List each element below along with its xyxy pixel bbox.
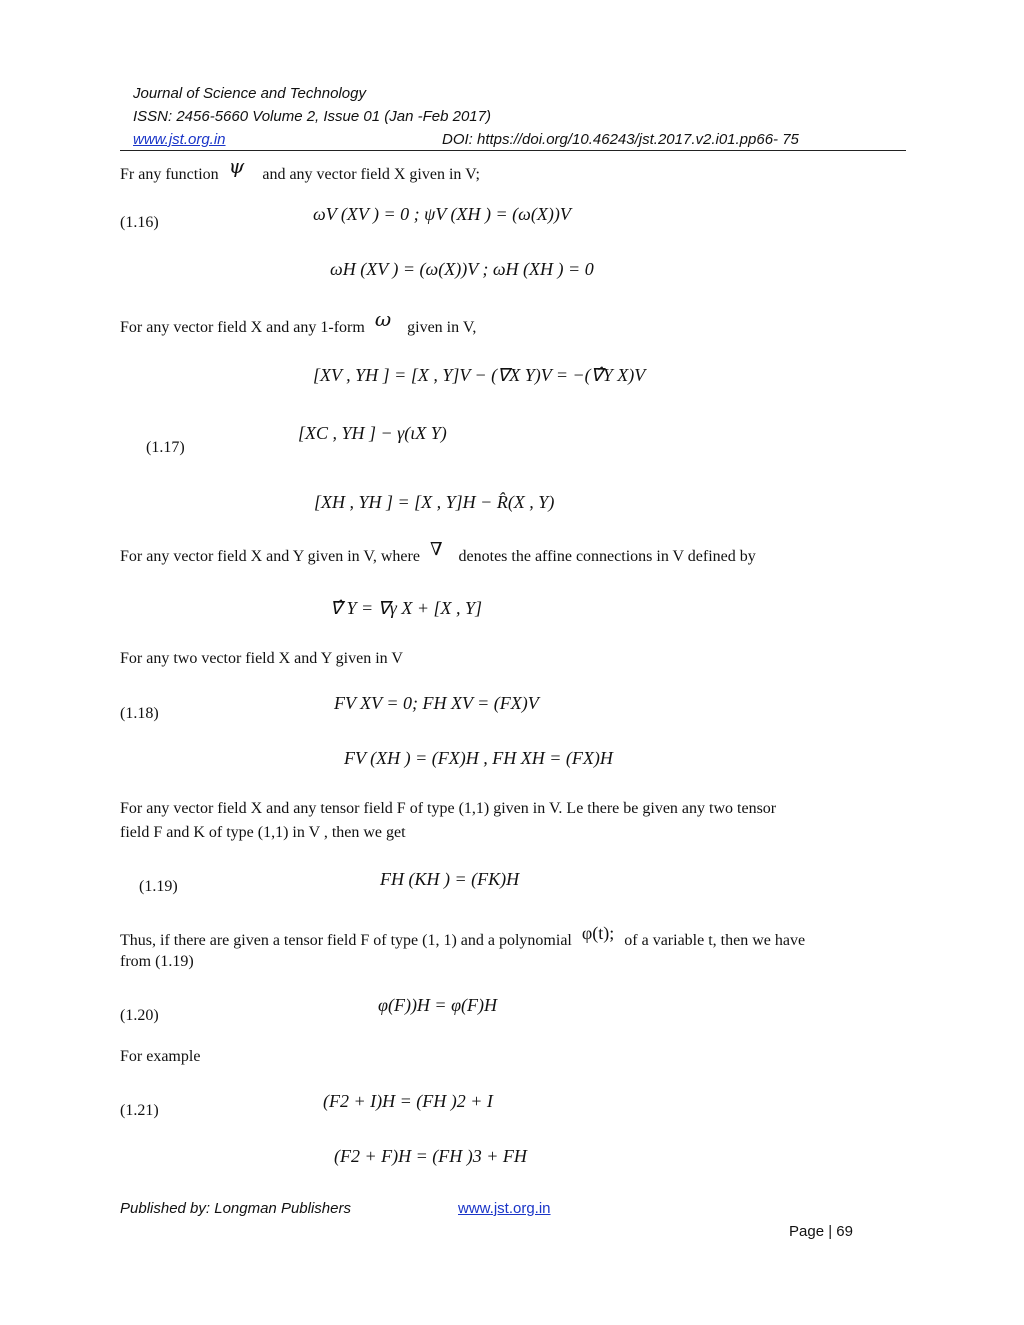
paragraph-intro-2: For any vector field X and any 1-form ω given in V, (120, 307, 477, 336)
equation-number-1-17: (1.17) (146, 439, 185, 456)
equation-1-17-line-2: [XC , YH ] − γ(ιX Y) (298, 423, 447, 443)
equation-1-18-line-1: FV XV = 0; FH XV = (FX)V (334, 693, 539, 713)
footer-website-link[interactable]: www.jst.org.in (458, 1200, 551, 1217)
paragraph-intro-1: Fr any function ψ and any vector field X given in V; (120, 154, 480, 183)
equation-1-21-line-1: (F2 + I)H = (FH )2 + I (323, 1091, 493, 1111)
equation-number-1-21: (1.21) (120, 1102, 159, 1119)
paragraph-intro-6-line-1: Thus, if there are given a tensor field F of type (1, 1) and a polynomial φ(t); of a variable t, then we have (120, 923, 806, 949)
equation-nabla-definition: ∇̂ Y = ∇γ X + [X , Y] (330, 598, 482, 618)
paragraph-intro-5-line-2: field F and K of type (1,1) in V , then we get (120, 824, 406, 841)
nabla-symbol: ∇ (429, 539, 443, 560)
footer-publisher: Published by: Longman Publishers (120, 1200, 351, 1217)
equation-1-20-line-1: φ(F))H = φ(F)H (378, 995, 498, 1015)
equation-1-19-line-1: FH (KH ) = (FK)H (380, 869, 520, 889)
journal-website-link[interactable]: www.jst.org.in (133, 131, 226, 148)
equation-1-21-line-2: (F2 + F)H = (FH )3 + FH (334, 1146, 527, 1166)
equation-1-18-line-2: FV (XH ) = (FX)H , FH XH = (FX)H (344, 748, 613, 768)
omega-symbol: ω (374, 307, 392, 331)
phi-polynomial-symbol: φ(t); (581, 923, 615, 943)
issn-line: ISSN: 2456-5660 Volume 2, Issue 01 (Jan -Feb 2017) (133, 108, 491, 125)
psi-symbol: ψ (228, 154, 245, 178)
paragraph-intro-6-line-2: from (1.19) (120, 953, 194, 970)
header-rule (120, 150, 906, 151)
paragraph-intro-3: For any vector field X and Y given in V, where ∇ denotes the affine connections in V defined by (120, 539, 756, 565)
equation-1-17-line-1: [XV , YH ] = [X , Y]V − (∇X Y)V = −(∇̂Y X)V (313, 365, 646, 385)
page-number: Page | 69 (789, 1223, 853, 1240)
equation-number-1-16: (1.16) (120, 214, 159, 231)
equation-1-16-line-2: ωH (XV ) = (ω(X))V ; ωH (XH ) = 0 (330, 259, 594, 279)
equation-1-17-line-3: [XH , YH ] = [X , Y]H − R̂(X , Y) (314, 492, 555, 512)
equation-number-1-20: (1.20) (120, 1007, 159, 1024)
equation-number-1-19: (1.19) (139, 878, 178, 895)
paragraph-intro-4: For any two vector field X and Y given in V (120, 650, 403, 667)
journal-title: Journal of Science and Technology (133, 85, 366, 102)
doi-line: DOI: https://doi.org/10.46243/jst.2017.v2.i01.pp66- 75 (442, 131, 799, 148)
equation-number-1-18: (1.18) (120, 705, 159, 722)
paragraph-intro-7: For example (120, 1048, 201, 1065)
equation-1-16-line-1: ωV (XV ) = 0 ; ψV (XH ) = (ω(X))V (313, 204, 571, 224)
paragraph-intro-5-line-1: For any vector field X and any tensor field F of type (1,1) given in V. Le there be given any two tensor (120, 800, 777, 817)
